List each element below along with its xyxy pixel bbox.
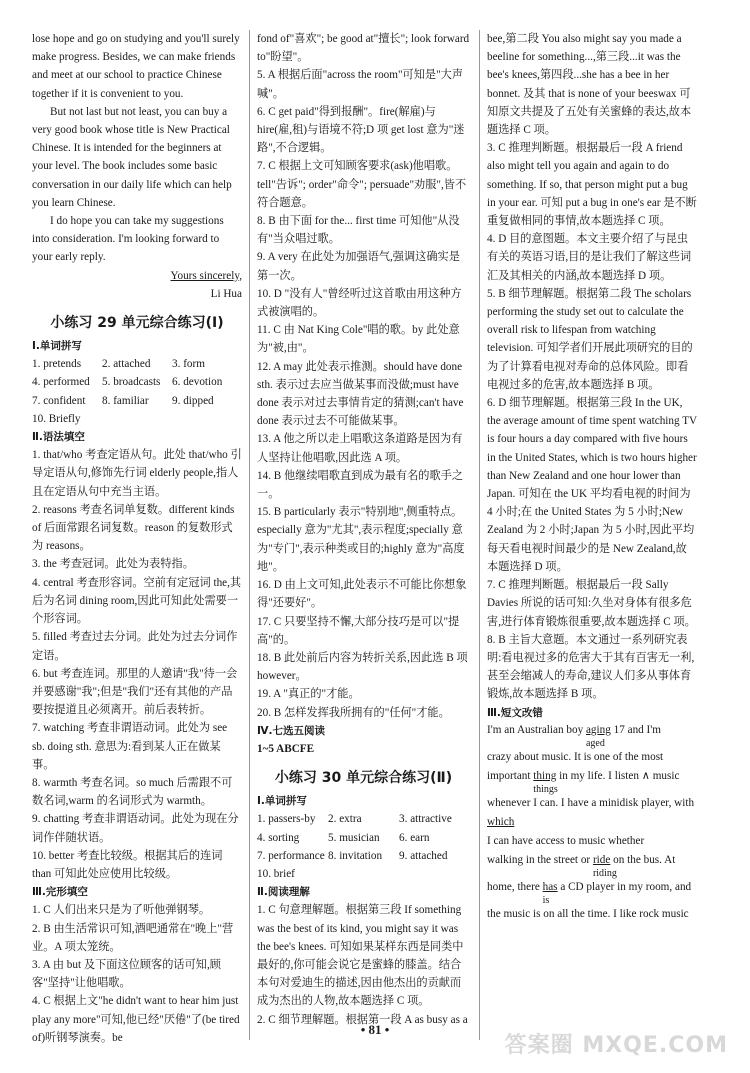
column-1 [32,30,242,1047]
answer-item: fond of"喜欢"; be good at"擅长"; look forward to"盼望"。 [257,33,470,64]
corrected-word: thing things [533,770,556,782]
corrected-word: has is [543,881,558,893]
answer-item: 13. A 他之所以走上唱歌这条道路是因为有人坚持让他唱歌,因此选 A 项。 [257,433,463,464]
watermark-logo: 答案圈 MXQE.COM [504,1033,728,1058]
answer-item: 14. B 他继续唱歌直到成为最有名的歌手之一。 [257,469,464,501]
answer-item: 12. A may 此处表示推测。should have done sth. 表示过去应当做某事而没做;must have done 表示对过去事情肯定的猜测;can't have done 表示过去不可能做某事。 [257,360,464,428]
answer-item: 15. B particularly 表示"特别地",侧重特点。especially 意为"尤其",表示程度;specially 意为"专门",表示种类或目的;highly 意为"高度地"。 [257,506,465,573]
word-row: 4. sorting 5. musician 6. earn [257,831,430,844]
correction-fix: is [542,894,550,906]
answer-item: 7. C 推理判断题。根据最后一段 Sally Davies 所说的话可知:久坐对身体有很多危害,进行体育锻炼很重要,故本题选择 C 项。 [487,579,696,628]
correction-line: walking in the street or ride riding on the bus. At [487,852,697,869]
answer-item: 7. watching 考查非谓语动词。此处为 see sb. doing sth. 意思为:看到某人正在做某事。 [32,722,228,771]
subsection-heading: Ⅱ.阅读理解 [257,886,310,899]
subsection-heading: Ⅱ.语法填空 [32,431,85,444]
letter-closing: I do hope you can take my suggestions into consideration. I'm looking forward to your early reply. [32,215,224,264]
answer-item: 4. central 考查形容词。空前有定冠词 the,其后为名词 dining room,因此可知此处需要一个形容词。 [32,576,242,626]
correction-line: the music is on all the time. I like rock music [487,907,689,920]
answer-item: 4. C 根据上文"he didn't want to hear him just play any more"可知,他已经"厌倦"了(be tired of)听钢琴演奏。be [32,995,240,1044]
answer-item: 2. reasons 考查名词单复数。different kinds of 后面常跟名词复数。reason 的复数形式为 reasons。 [32,503,235,553]
subsection-heading: Ⅰ.单词拼写 [257,795,307,808]
answer-item: 19. A "真正的"才能。 [257,688,360,701]
answer-item: 20. B 怎样发挥我所拥有的"任何"才能。 [257,706,450,719]
section-title-29: 小练习 29 单元综合练习(Ⅰ) [50,315,224,332]
corrected-word: ride riding [593,854,610,866]
answer-item: 4. D 目的意图题。本文主要介绍了与昆虫有关的英语习语,目的是让我们了解这些词汇及其相关的内涵,故本题选择 D 项。 [487,233,692,282]
answer-item: 10. better 考查比较级。根据其后的连词 than 可知此处应使用比较级。 [32,849,223,880]
signature-line: Yours sincerely, [170,269,242,282]
answer-item: 3. the 考查冠词。此处为表特指。 [32,558,194,571]
correction-line [487,814,697,831]
section-title-30: 小练习 30 单元综合练习(Ⅱ) [274,770,453,787]
answer-item: 8. B 由下面 for the... first time 可知他"从没有"当众唱过歌。 [257,215,460,246]
answer-item: 6. but 考查连词。那里的人邀请"我"待一会并要感谢"我";但是"我们"还有其他的产品要按提道且必须离开。前后表转折。 [32,667,238,717]
word-row: 10. Briefly [32,412,81,425]
correction-line: whenever I can. I have a minidisk player, with [487,796,695,809]
answer-item: 5. B 细节理解题。根据第二段 The scholars performing the study set out to calculate the overall risk to lifespan from watching television. 可知学者们开展此项研究的目的为了计算看电视对寿命的总体风险。即看电视过多的危害,故本题选择 B 项。 [487,287,693,391]
word-row: 7. performance 8. invitation 9. attached [257,849,448,862]
answer-item: 2. C 细节理解题。根据第一段 A as busy as a [257,1013,468,1026]
subsection-heading: Ⅲ.完形填空 [32,886,88,899]
word-row: 7. confident 8. familiar 9. dipped [32,394,214,407]
corrected-word: aging aged [586,724,611,736]
column-2 [257,30,470,1029]
answer-item: bee,第二段 You also might say you made a beeline for something...,第三段...it was the bee's knees,第四段...she has a bee in her bonnet. 及其 that is none of your beeswax 可知原文共提及了五处有关蜜蜂的表达,故本题选择 C 项。 [487,33,692,137]
correction-fix: things [533,783,558,795]
answer-item: 6. D 细节理解题。根据第三段 In the UK, the average amount of time spent watching TV is four hours a day compared with five hours in the United States, which is two hours higher than New Zealand and one hour lower than Japan. 可知在 the UK 平均看电视的时间为 4 小时;在 the United States 为 5 小时;New Zealand 为 2 小时;Japan 为 5 小时,因此平均每天看电视时间最少的是 New Zealand,故本题选择 D 项。 [487,397,697,573]
word-row: 1. passers-by 2. extra 3. attractive [257,813,452,826]
answer-item: 17. C 只要坚持不懈,大部分技巧是可以"提高"的。 [257,615,460,646]
answer-item: 18. B 此处前后内容为转折关系,因此选 B 项 however。 [257,651,468,683]
answer-item: 1. C 句意理解题。根据第三段 If something was the best of its kind, you might say it was the bee's knees. 可知如果某样东西是同类中最好的,你可能会说它是蜜蜂的膝盖。结合本句对爱迪生的描述,因由他杰出的贡献而成为杰出的人物,故本题选择 C 项。 [257,904,464,1008]
subsection-heading: Ⅰ.单词拼写 [32,340,82,353]
answer-item: 10. D "没有人"曾经听过这首歌由用这种方式被演唱的。 [257,287,462,319]
correction-line: important thing things in my life. I listen ∧ music [487,768,697,785]
correction-line: crazy about music. It is one of the most [487,750,664,763]
answer-item: 8. B 主旨大意题。本文通过一系列研究表明:看电视过多的危害大于其有百害无一利,甚至会缩减人的寿命,建议人们多从事体育锻炼,故本题选择 B 项。 [487,633,695,701]
answer-item: 8. warmth 考查名词。so much 后需跟不可数名词,warm 的名词形式为 warmth。 [32,776,233,808]
column-3 [487,30,697,925]
answer-item: 9. A very 在此处为加强语气,强调这确实是第一次。 [257,251,460,282]
letter-paragraph: But not last but not least, you can buy a very good book whose title is New Practical Chinese. It is intended for the beginners at your level. The book includes some basic conversation in our daily life which can help you learn Chinese. [32,105,232,209]
answer-item: 7. C 根据上文可知顾客要求(ask)他唱歌。tell"告诉"; order"命令"; persuade"劝服",皆不符合题意。 [257,160,467,209]
answer-item: 1. C 人们出来只是为了听他弹钢琴。 [32,904,211,917]
column-divider-left [249,30,250,1040]
error-correction-passage [487,722,697,923]
correction-fix: riding [592,867,617,879]
answer-item: 9. chatting 考查非谓语动词。此处为现在分词作伴随状语。 [32,813,239,844]
signature-name: Li Hua [210,287,242,300]
answer-item: 11. C 由 Nat King Cole"唱的歌。by 此处意为"被,由"。 [257,324,460,355]
subsection-heading: Ⅳ.七选五阅读 [257,724,326,737]
correction-line: I can have access to music whether [487,834,645,847]
answer-item: 3. A 由 but 及下面这位顾客的话可知,顾客"坚持"让他唱歌。 [32,958,221,990]
word-row: 4. performed 5. broadcasts 6. devotion [32,376,223,389]
answer-item: 3. C 推理判断题。根据最后一段 A friend also might tell you again and again to do something. If so, that person might put a bug in your ear. 可知 put a bug in one's ear 是不断重复做相同的事情,故本题选择 C 项。 [487,142,697,228]
corrected-word: which [487,815,515,828]
column-divider-right [479,30,480,1040]
answer-item: 1~5 ABCFE [257,742,315,755]
correction-line: I'm an Australian boy aging aged 17 and I'm [487,722,697,739]
answer-item: 16. D 由上文可知,此处表示不可能比你想象得"还要好"。 [257,579,467,610]
word-row: 10. brief [257,867,295,880]
answer-item: 2. B 由生活常识可知,酒吧通常在"晚上"营业。A 项太笼统。 [32,922,234,953]
answer-item: 5. filled 考查过去分词。此处为过去分词作定语。 [32,631,238,662]
letter-paragraph: lose hope and go on studying and you'll surely make progress. Besides, we can make friends and meet at our school to practice Chinese together if it is convenient to you. [32,33,240,100]
page-number: • 81 • [360,1022,390,1037]
correction-fix: aged [585,737,605,749]
answer-item: 6. C get paid"得到报酬"。fire(解雇)与 hire(雇,租)与语境不符;D 项 get lost 意为"迷路",不合逻辑。 [257,105,465,155]
answer-item: 5. A 根据后面"across the room"可知是"大声喊"。 [257,69,464,100]
subsection-heading: Ⅲ.短文改错 [487,706,543,719]
answer-item: 1. that/who 考查定语从句。此处 that/who 引导定语从句,修饰先行词 elderly people,指人且在定语从句中充当主语。 [32,449,242,498]
word-row: 1. pretends 2. attached 3. form [32,358,205,371]
correction-line: home, there has is a CD player in my room, and [487,879,697,896]
